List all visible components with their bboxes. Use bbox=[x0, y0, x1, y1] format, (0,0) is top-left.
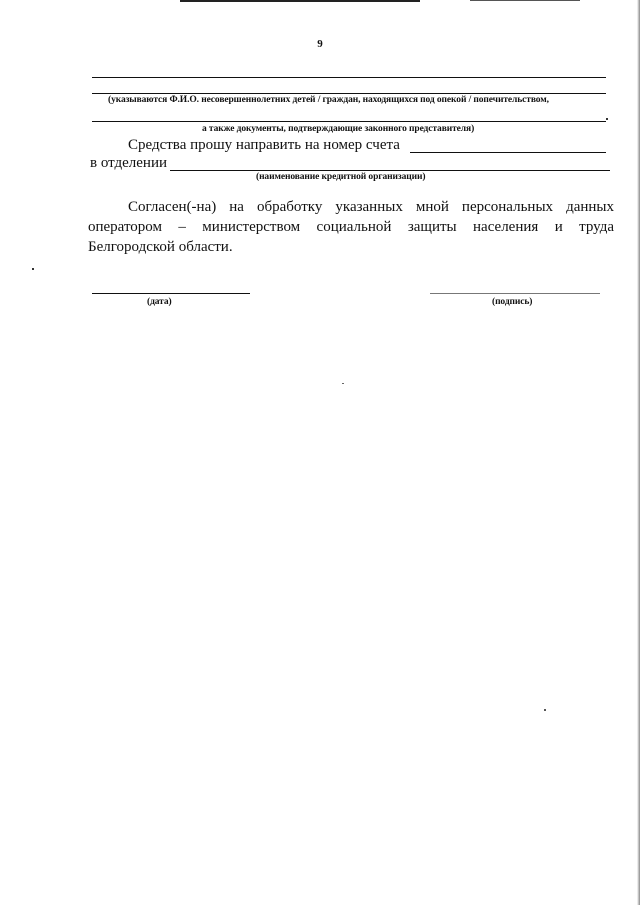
account-number-line bbox=[410, 152, 606, 153]
name-line-1 bbox=[92, 77, 606, 78]
caption-documents: а также документы, подтверждающие законного представителя) bbox=[202, 124, 475, 134]
consent-paragraph bbox=[88, 197, 614, 257]
caption-children: (указываются Ф.И.О. несовершеннолетних детей / граждан, находящихся под опекой / попечительством, bbox=[108, 95, 549, 105]
scan-speck bbox=[606, 118, 608, 120]
name-line-2 bbox=[92, 93, 606, 94]
scan-speck bbox=[544, 709, 546, 711]
account-request-text: Средства прошу направить на номер счета bbox=[128, 137, 400, 153]
consent-line-2: оператором – министерством социальной защиты населения и труда bbox=[88, 219, 614, 235]
caption-date: (дата) bbox=[147, 297, 172, 307]
caption-bank: (наименование кредитной организации) bbox=[256, 172, 426, 182]
documents-line bbox=[92, 121, 606, 122]
caption-signature: (подпись) bbox=[492, 297, 533, 307]
scan-speck bbox=[32, 268, 34, 270]
branch-line bbox=[170, 170, 610, 171]
date-line bbox=[92, 293, 250, 294]
scan-edge-top bbox=[180, 0, 420, 2]
branch-label: в отделении bbox=[90, 155, 168, 171]
consent-line-1: Согласен(-на) на обработку указанных мной персональных данных bbox=[128, 199, 614, 215]
scan-speck bbox=[342, 383, 344, 384]
page-number: 9 bbox=[317, 38, 323, 50]
signature-line bbox=[430, 293, 600, 294]
scan-edge-top-secondary bbox=[470, 0, 580, 1]
consent-line-3: Белгородской области. bbox=[88, 239, 233, 255]
